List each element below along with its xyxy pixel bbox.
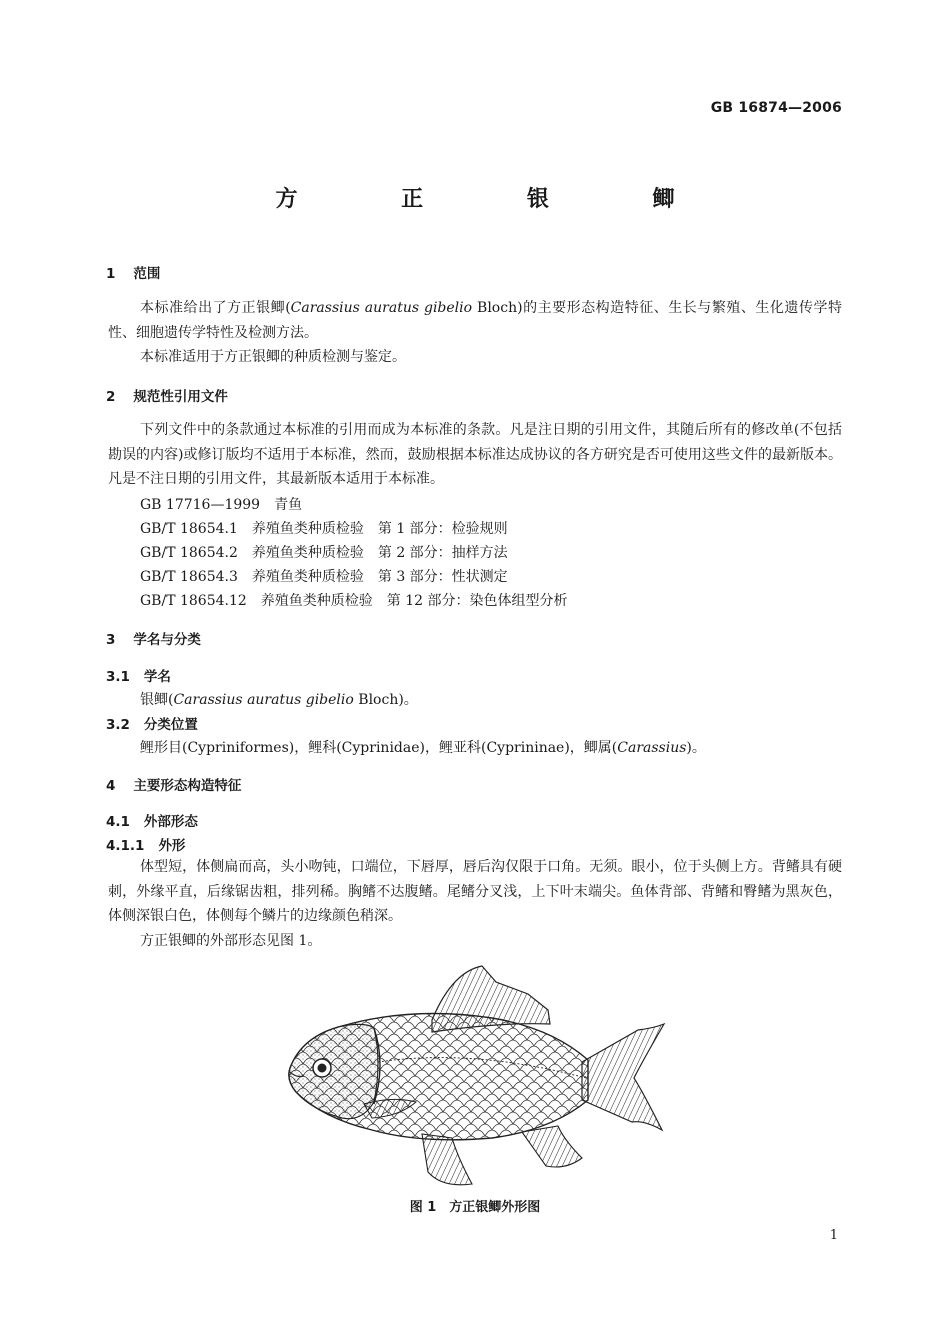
section-number: 4 <box>106 778 116 794</box>
section-title: 规范性引用文件 <box>133 389 228 405</box>
pelvic-fin <box>422 1134 472 1185</box>
section-title: 主要形态构造特征 <box>133 778 242 794</box>
paragraph: 下列文件中的条款通过本标准的引用而成为本标准的条款。凡是注日期的引用文件，其随后所有的修改单(不包括勘误的内容)或修订版均不适用于本标准，然而，鼓励根据本标准达成协议的各方研究是否可使用这些文件的最新版本。凡是不注日期的引用文件，其最新版本适用于本标准。 <box>108 422 842 487</box>
latin-name: Carassius <box>617 740 687 756</box>
reference-item: GB 17716—1999 青鱼 <box>140 497 303 513</box>
section-number: 2 <box>106 389 116 405</box>
reference-item: GB/T 18654.2 养殖鱼类种质检验 第 2 部分：抽样方法 <box>140 545 508 561</box>
paragraph: 体型短，体侧扁而高，头小吻钝，口端位，下唇厚，唇后沟仅限于口角。无须。眼小，位于头侧上方。背鳍具有硬刺，外缘平直，后缘锯齿粗，排列稀。胸鳍不达腹鳍。尾鳍分叉浅，上下叶末端尖。鱼体背部、背鳍和臀鳍为黑灰色，体侧深银白色，体侧每个鳞片的边缘颜色稍深。 <box>108 859 842 924</box>
section-title: 学名与分类 <box>133 632 201 648</box>
section-1-heading <box>106 262 160 282</box>
latin-name: Carassius auratus gibelio <box>290 300 473 316</box>
paragraph: 本标准适用于方正银鲫的种质检测与鉴定。 <box>140 349 406 365</box>
figure-caption: 图 1 方正银鲫外形图 <box>409 1200 541 1215</box>
document-title: 方 正 银 鲫 <box>275 187 723 212</box>
section-3-heading <box>106 628 201 648</box>
paragraph: 方正银鲫的外部形态见图 1。 <box>140 933 322 949</box>
reference-item: GB/T 18654.3 养殖鱼类种质检验 第 3 部分：性状测定 <box>140 569 508 585</box>
section-title: 范围 <box>133 266 161 282</box>
section-number: 3 <box>106 632 116 648</box>
section-4-heading <box>106 774 241 794</box>
latin-name: Carassius auratus gibelio <box>173 692 354 708</box>
reference-item: GB/T 18654.1 养殖鱼类种质检验 第 1 部分：检验规则 <box>140 521 508 537</box>
subsection-3-1-heading: 3.1 学名 <box>106 669 171 685</box>
subsection-3-2-heading: 3.2 分类位置 <box>106 717 198 733</box>
section-number: 1 <box>106 266 116 282</box>
subsection-4-1-1-heading: 4.1.1 外形 <box>106 838 186 854</box>
fish-illustration <box>282 962 666 1188</box>
page-number: 1 <box>829 1228 838 1243</box>
section-2-heading <box>106 385 228 405</box>
subsection-4-1-heading: 4.1 外部形态 <box>106 814 198 830</box>
paragraph: 本标准给出了方正银鲫(Carassius auratus gibelio Bloch)的主要形态构造特征、生长与繁殖、生化遗传学特性、细胞遗传学特性及检测方法。 <box>108 300 842 341</box>
classification-line: 鲤形目(Cypriniformes)，鲤科(Cyprinidae)，鲤亚科(Cyprininae)，鲫属(Carassius)。 <box>140 740 706 756</box>
reference-item: GB/T 18654.12 养殖鱼类种质检验 第 12 部分：染色体组型分析 <box>140 593 568 609</box>
anal-fin <box>522 1126 582 1167</box>
caudal-fin <box>582 1024 664 1130</box>
scientific-name-line: 银鲫(Carassius auratus gibelio Bloch)。 <box>140 692 418 708</box>
standard-number: GB 16874—2006 <box>710 100 842 116</box>
